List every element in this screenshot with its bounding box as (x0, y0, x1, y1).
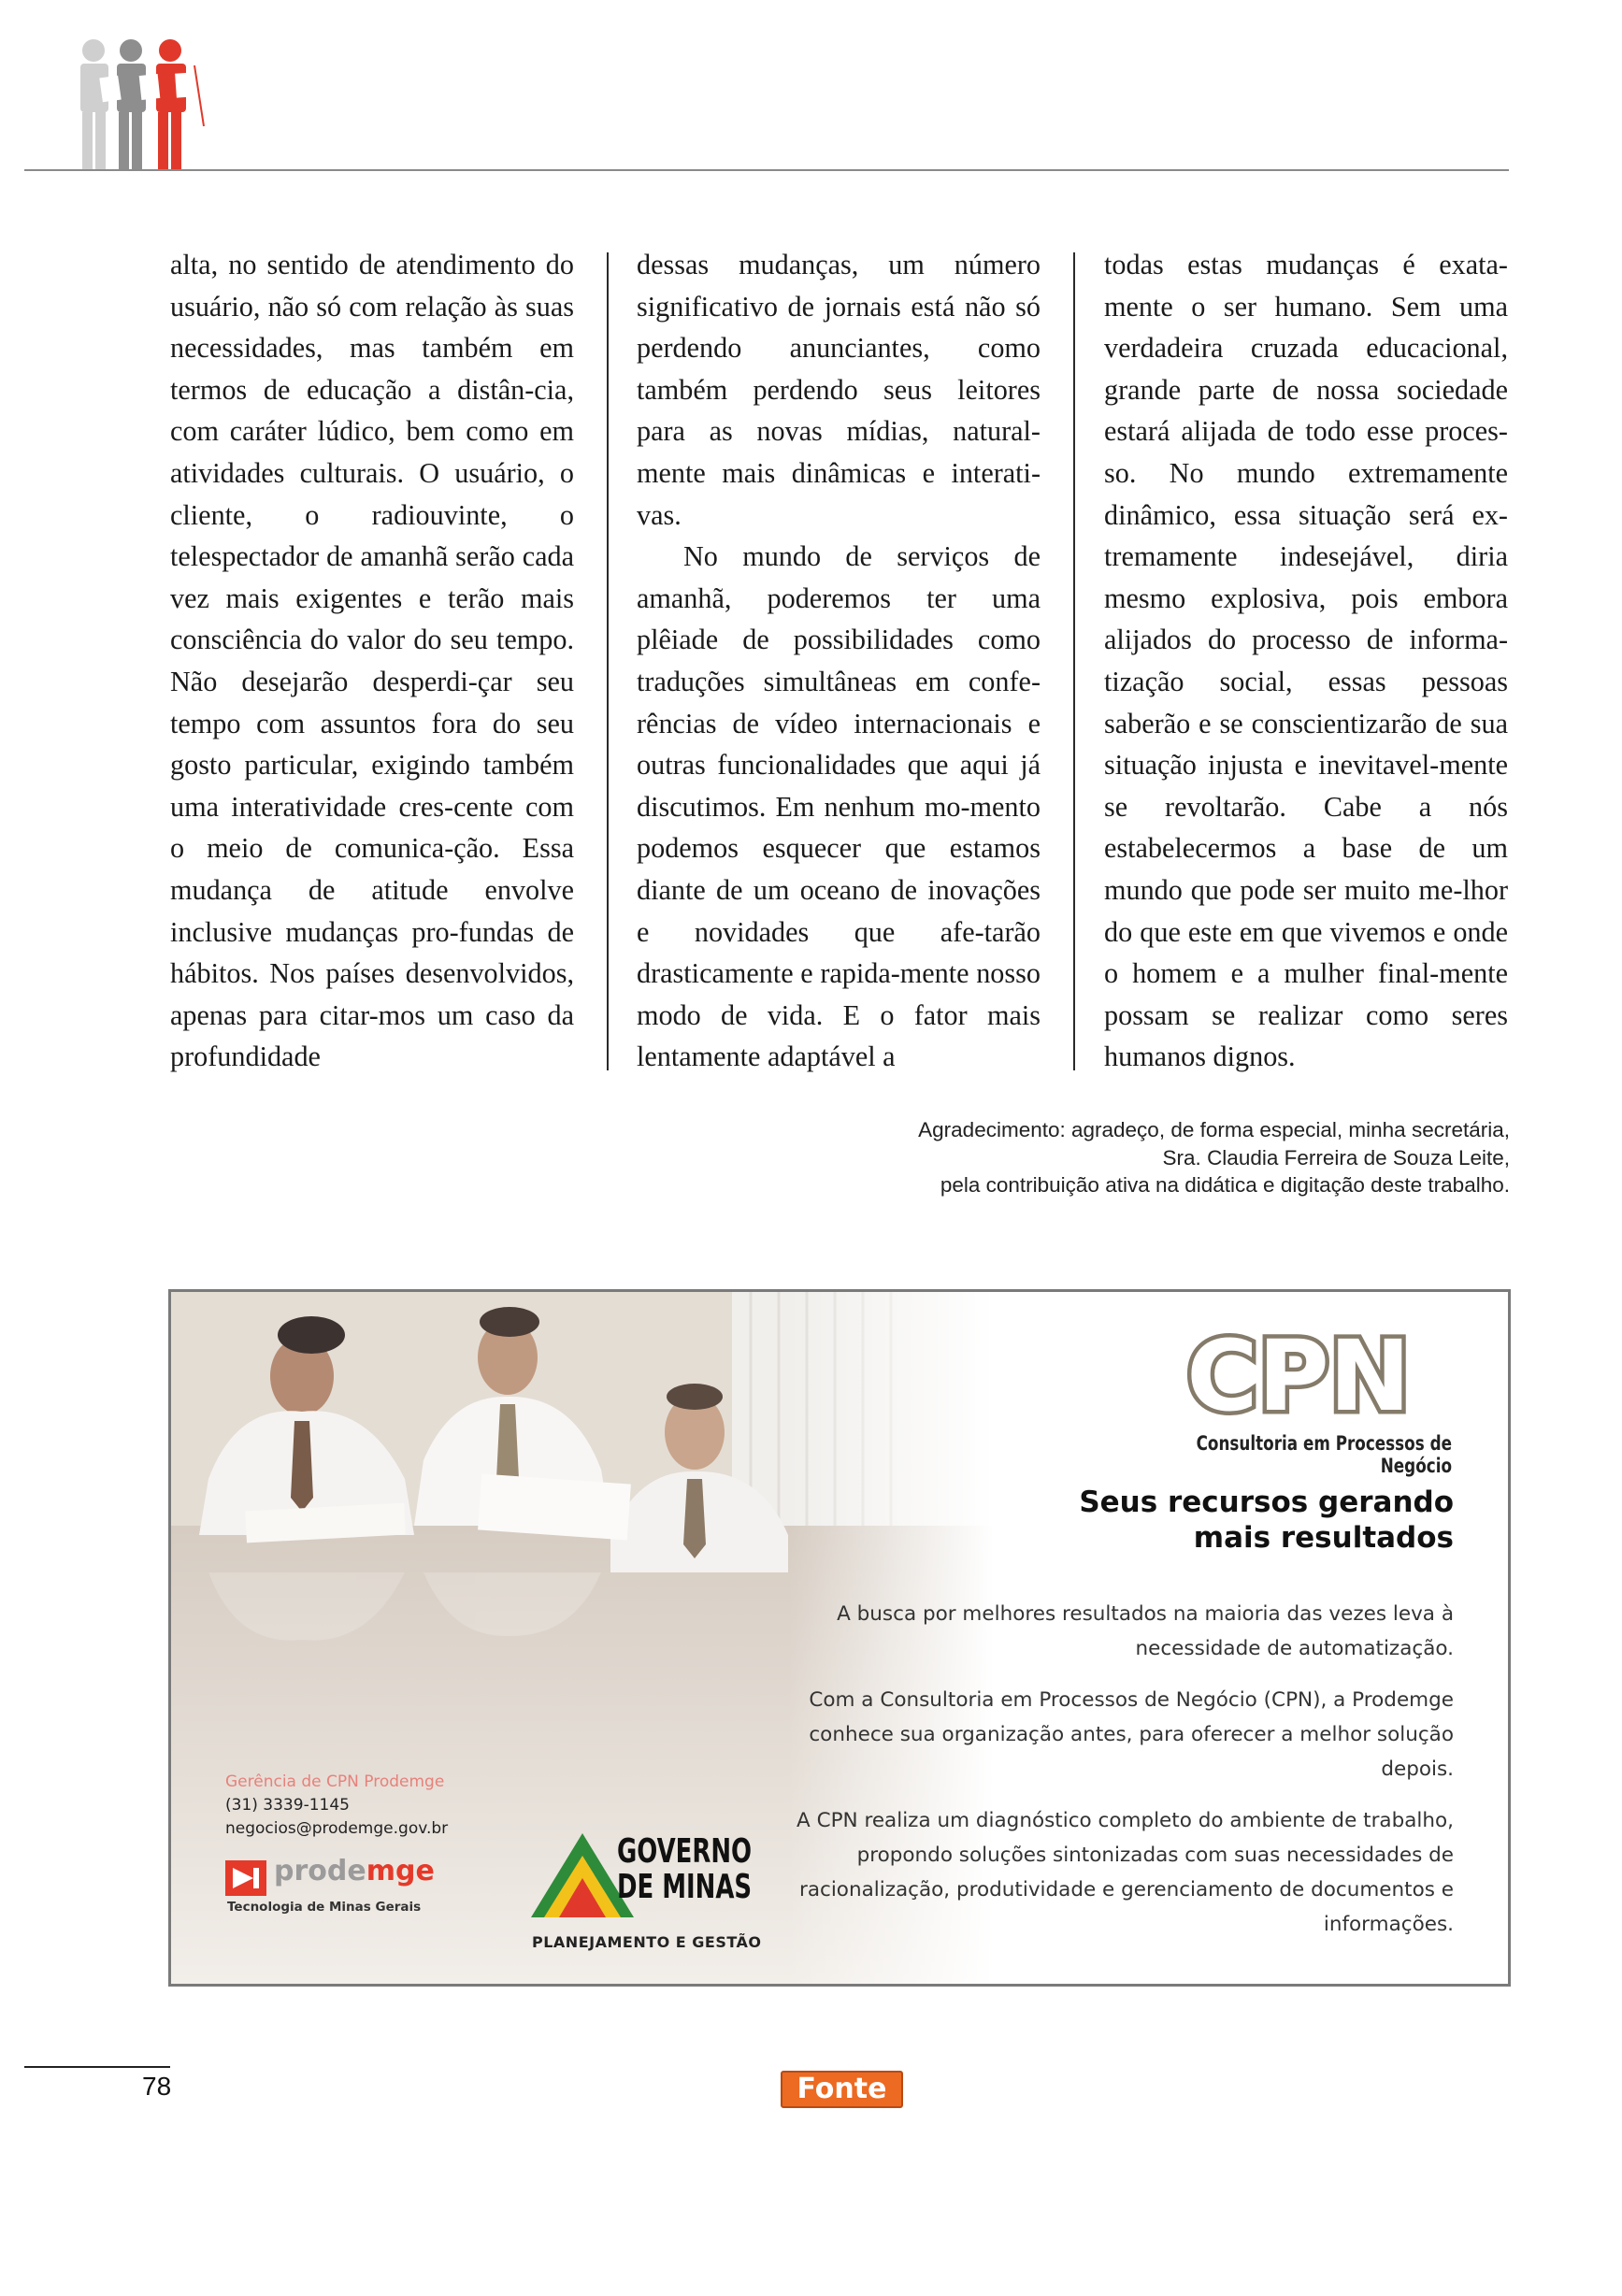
gov-name-line-2: DE MINAS (617, 1868, 753, 1906)
contact-email: negocios@prodemge.gov.br (225, 1819, 449, 1838)
prodemge-logo-icon (225, 1860, 266, 1896)
prodemge-tagline: Tecnologia de Minas Gerais (227, 1900, 422, 1915)
ad-body-paragraph-1: A busca por melhores resultados na maioria das vezes leva à necessidade de automatização. (837, 1602, 1454, 1660)
column-1-paragraph: alta, no sentido de atendimento do usuário, não só com relação às suas necessidades, mas também em termos de educação a distân-cia, com caráter lúdico, bem como em atividades culturais. O usuário, o cliente, o radiouvinte, o telespectador de amanhã serão cada vez mais exigentes e terão mais consciência do valor do seu tempo. Não desejarão desperdi-çar seu tempo com assuntos fora do seu gosto particular, exigindo também uma interatividade cres-cente com o meio de comunica-ção. Essa mudança de atitude envolve inclusive mudanças pro-fundas de hábitos. Nos países desenvolvidos, apenas para citar-mos um caso da profundidade (170, 249, 574, 1073)
header-rule (24, 169, 1509, 171)
ad-contact (225, 1771, 448, 1841)
column-divider (1073, 252, 1075, 1070)
acknowledgment-line-2: Sra. Claudia Ferreira de Souza Leite, (1162, 1145, 1510, 1170)
contact-label: Gerência de CPN Prodemge (225, 1772, 445, 1791)
ad-headline-line-2: mais resultados (1193, 1521, 1454, 1555)
acknowledgment (918, 1116, 1510, 1199)
text-column-1 (170, 244, 574, 1078)
ad-body-paragraph-3: A CPN realiza um diagnóstico completo do ambiente de trabalho, propondo soluções sintonizadas com suas necessidades de racionalização, produtividade e gerenciamento de documentos e informações. (797, 1809, 1454, 1936)
ad-body (781, 1597, 1454, 1959)
prodemge-name-part-2: mge (366, 1855, 435, 1887)
governo-de-minas-name (617, 1834, 752, 1905)
column-2-paragraph-1: dessas mudanças, um número significativo de jornais está não só perdendo anunciantes, como também perdendo seus leitores para as novas mídias, natural-mente mais dinâmicas e interati-vas. (637, 249, 1041, 531)
text-column-2 (637, 244, 1041, 1078)
page-number: 78 (142, 2072, 172, 2101)
contact-phone: (31) 3339-1145 (225, 1796, 350, 1815)
prodemge-name-part-1: prode (274, 1855, 366, 1887)
prodemge-name (274, 1855, 435, 1887)
cpn-logo (1153, 1329, 1444, 1423)
gov-department: PLANEJAMENTO E GESTÃO (532, 1933, 762, 1951)
ad-headline-line-1: Seus recursos gerando (1079, 1485, 1454, 1519)
column-2-paragraph-2: No mundo de serviços de amanhã, poderemos ter uma plêiade de possibilidades como traduções simultâneas em confe-rências de vídeo internacionais e outras funcionalidades que aqui já discutimos. Em nenhum mo-mento podemos esquecer que estamos diante de um oceano de inovações e novidades que afe-tarão drasticamente e rapida-mente nosso modo de vida. E o fator mais lentamente adaptável a (637, 540, 1041, 1073)
acknowledgment-line-3: pela contribuição ativa na didática e digitação deste trabalho. (940, 1173, 1510, 1197)
column-divider (607, 252, 609, 1070)
ad-headline (1079, 1485, 1454, 1556)
text-column-3 (1104, 244, 1508, 1078)
cpn-logo-text: CPN (1186, 1329, 1411, 1423)
column-3-paragraph: todas estas mudanças é exata-mente o ser humano. Sem uma verdadeira cruzada educacional, grande parte de nossa sociedade estará alijada de todo esse proces-so. No mundo extremamente dinâmico, essa situação será ex-tremamente indesejável, diria mesmo explosiva, pois embora alijados do processo de informa-tização social, essas pessoas saberão e se conscientizarão de sua situação injusta e inevitavel-mente se revoltarão. Cabe a nós estabelecermos a base de um mundo que pode ser muito me-lhor do que este em que vivemos e onde o homem e a mulher final-mente possam se realizar como seres humanos dignos. (1104, 249, 1508, 1073)
ad-body-paragraph-2: Com a Consultoria em Processos de Negócio (CPN), a Prodemge conhece sua organização antes, para oferecer a melhor solução depois. (809, 1688, 1454, 1781)
gov-name-line-1: GOVERNO (617, 1832, 753, 1871)
people-logo-icon (73, 37, 213, 170)
acknowledgment-line-1: Agradecimento: agradeço, de forma especial, minha secretária, (918, 1118, 1510, 1141)
cpn-advertisement (168, 1289, 1511, 1987)
footer-rule (24, 2066, 170, 2068)
cpn-subtitle: Consultoria em Processos de Negócio (1196, 1432, 1452, 1477)
fonte-magazine-logo: Fonte (781, 2071, 903, 2108)
